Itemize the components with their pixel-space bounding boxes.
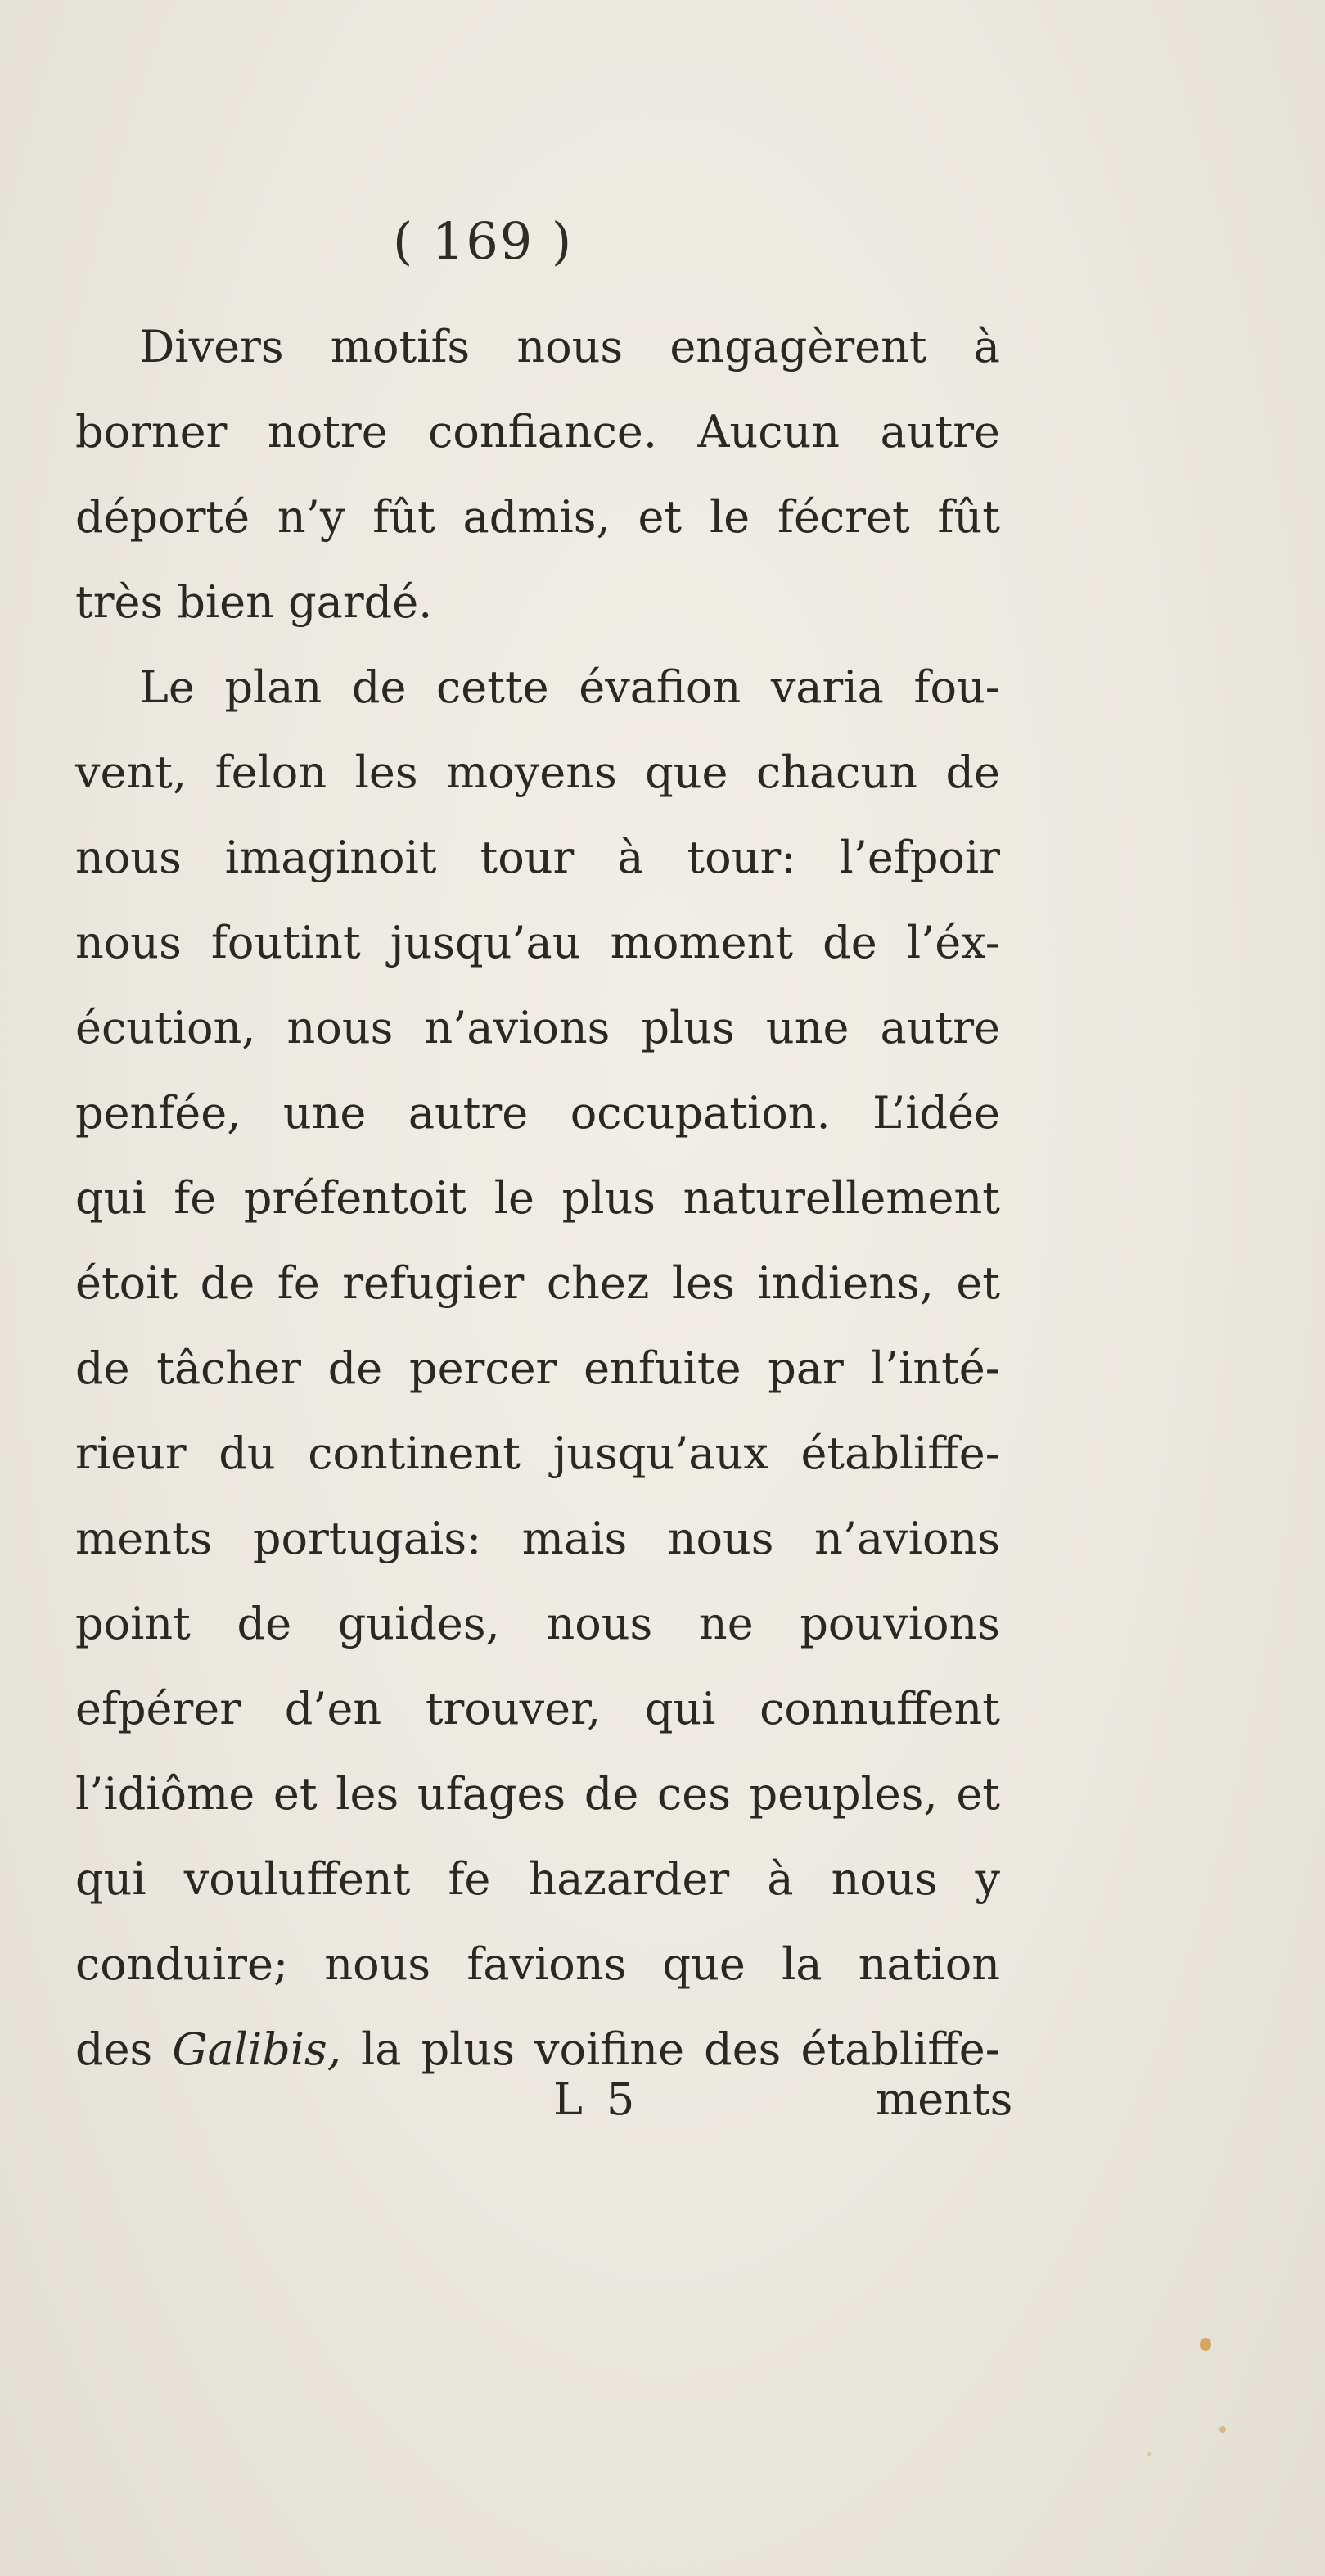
text-line: de tâcher de percer enfuite par l’inté- (75, 1342, 1000, 1394)
text-line: vent, felon les moyens que chacun de (75, 747, 1000, 798)
text-line: Divers motifs nous engagèrent à (139, 321, 1000, 372)
text-line: penfée, une autre occupation. L’idée (75, 1087, 1000, 1139)
italic-name: Galibis, (172, 2023, 341, 2075)
text-line: point de guides, nous ne pouvions (75, 1598, 1000, 1649)
text-line: l’idiôme et les ufages de ces peuples, et (75, 1768, 1000, 1820)
text-line: ments portugais: mais nous n’avions (75, 1513, 1000, 1564)
paper-speck (1147, 2452, 1151, 2456)
signature-mark: L 5 (553, 2073, 640, 2125)
page-number: ( 169 ) (393, 211, 574, 271)
text-line: qui fe préfentoit le plus naturellement (75, 1172, 1000, 1224)
text-line: étoit de fe refugier chez les indiens, et (75, 1257, 1000, 1309)
text-line: déporté n’y fût admis, et le fécret fût (75, 491, 1000, 543)
text-line: très bien gardé. (75, 576, 433, 628)
paper-speck (1200, 2338, 1211, 2351)
text-line: conduire; nous favions que la nation (75, 1938, 1000, 1990)
text-line: nous imaginoit tour à tour: l’efpoir (75, 832, 1000, 883)
text-line: Le plan de cette évafion varia fou- (139, 661, 1000, 713)
text-word: la plus voifine des établiffe- (361, 2023, 1000, 2075)
text-line: efpérer d’en trouver, qui connuffent (75, 1683, 1000, 1735)
text-line: qui vouluffent fe hazarder à nous y (75, 1853, 1000, 1905)
text-word: des (75, 2023, 153, 2075)
text-line (75, 2007, 1000, 2092)
text-line: nous foutint jusqu’au moment de l’éx- (75, 917, 1000, 968)
catchword: ments (876, 2073, 1013, 2125)
paper-speck (1219, 2426, 1226, 2433)
body-text (75, 305, 1000, 2092)
text-line: rieur du continent jusqu’aux établiffe- (75, 1428, 1000, 1479)
text-line: écution, nous n’avions plus une autre (75, 1002, 1000, 1053)
text-line: borner notre confiance. Aucun autre (75, 406, 1000, 458)
